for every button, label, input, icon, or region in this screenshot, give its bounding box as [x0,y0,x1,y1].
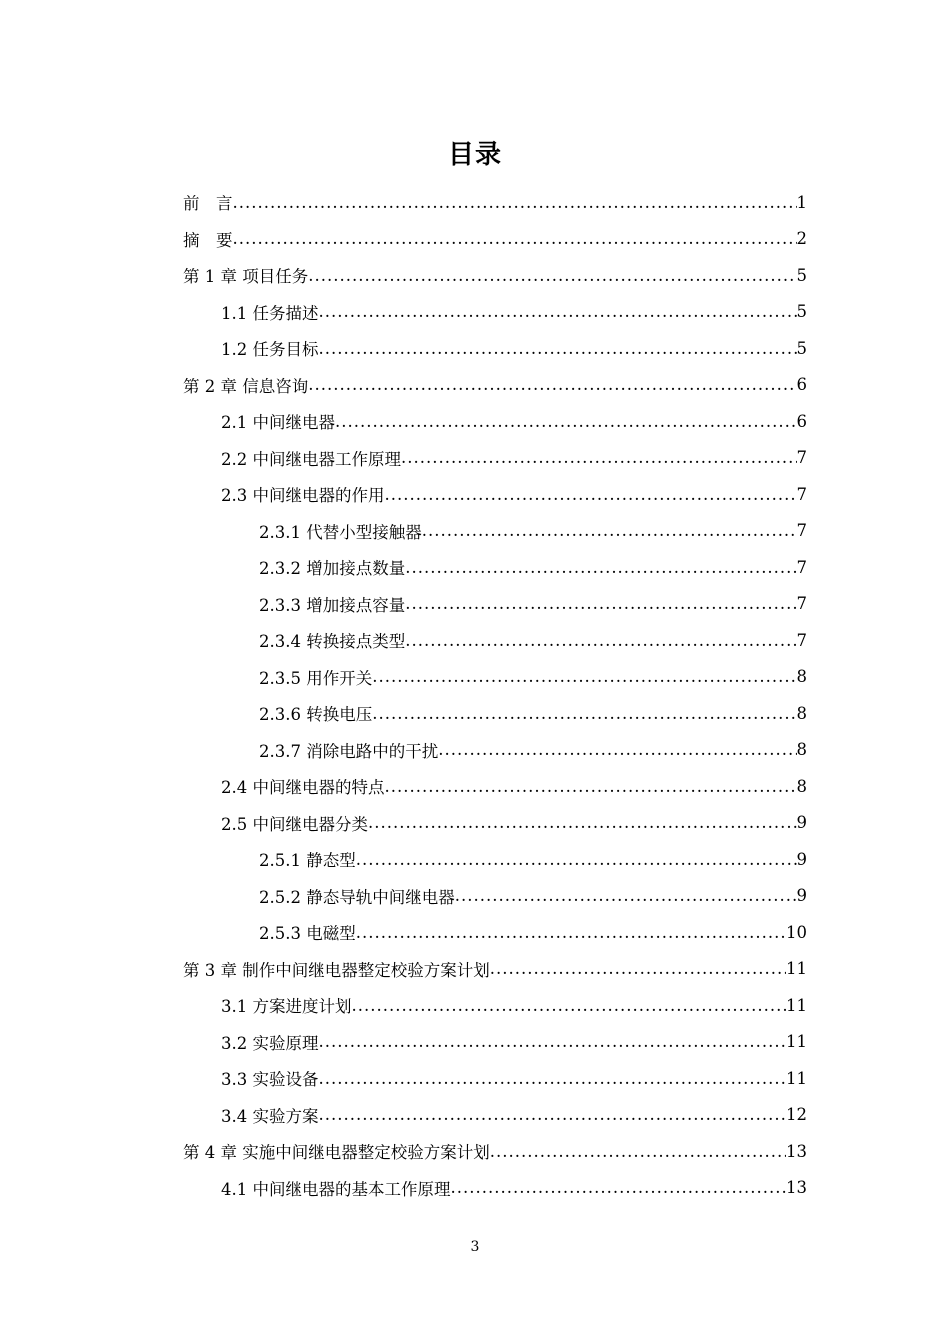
page-number: 3 [470,1239,480,1255]
toc-entry-label: 第 4 章 实施中间继电器整定校验方案计划 [183,1143,490,1163]
toc-entry-page: 5 [796,265,807,285]
toc-entry[interactable] [183,914,807,951]
toc-entry-label: 第 2 章 信息咨询 [183,376,309,396]
toc-entry-page: 7 [796,630,807,650]
toc-entry-label: 4.1 中间继电器的基本工作原理 [221,1179,451,1199]
toc-dot-leader [352,996,787,1015]
toc-dot-leader [356,923,786,942]
toc-entry-page: 1 [796,192,807,212]
toc-dot-leader [455,886,797,905]
toc-entry-label: 1.2 任务目标 [221,340,319,360]
toc-entry[interactable] [183,221,807,258]
toc-entry[interactable] [183,476,807,513]
toc-entry-page: 8 [796,667,807,687]
toc-entry-page: 8 [796,703,807,723]
toc-entry-label: 第 1 章 项目任务 [183,267,309,287]
toc-entry[interactable] [183,659,807,696]
toc-dot-leader [372,704,796,723]
toc-dot-leader [319,1069,787,1088]
toc-entry-label: 摘 要 [183,230,233,250]
toc-dot-leader [319,302,797,321]
toc-entry-page: 7 [796,557,807,577]
toc-dot-leader [401,448,797,467]
toc-entry[interactable] [183,1060,807,1097]
toc-entry[interactable] [183,951,807,988]
toc-entry[interactable] [183,805,807,842]
toc-entry-label: 2.5.1 静态型 [259,851,356,871]
toc-entry-label: 2.3.2 增加接点数量 [259,559,406,579]
toc-entry-page: 13 [786,1141,807,1161]
toc-entry[interactable] [183,294,807,331]
toc-entry[interactable] [183,330,807,367]
toc-entry-label: 2.3 中间继电器的作用 [221,486,385,506]
toc-dot-leader [372,667,796,686]
toc-dot-leader [422,521,797,540]
toc-dot-leader [319,1105,787,1124]
toc-dot-leader [233,229,797,248]
toc-dot-leader [319,339,797,358]
toc-entry[interactable] [183,1097,807,1134]
toc-dot-leader [368,813,797,832]
toc-entry-page: 9 [796,813,807,833]
toc-entry[interactable] [183,622,807,659]
toc-dot-leader [385,485,797,504]
toc-entry[interactable] [183,768,807,805]
toc-entry-page: 10 [786,922,807,942]
toc-entry-page: 11 [786,995,807,1015]
toc-dot-leader [385,777,797,796]
toc-entry-label: 2.5.2 静态导轨中间继电器 [259,887,455,907]
toc-entry[interactable] [183,878,807,915]
toc-dot-leader [451,1178,787,1197]
toc-entry-label: 3.3 实验设备 [221,1070,319,1090]
toc-entry-label: 3.2 实验原理 [221,1033,319,1053]
toc-entry-label: 2.3.1 代替小型接触器 [259,522,422,542]
table-of-contents [183,184,807,1206]
toc-entry-label: 2.3.3 增加接点容量 [259,595,406,615]
toc-entry[interactable] [183,549,807,586]
toc-dot-leader [490,1142,786,1161]
toc-entry-page: 7 [796,448,807,468]
toc-entry-label: 1.1 任务描述 [221,303,319,323]
toc-entry[interactable] [183,367,807,404]
toc-entry[interactable] [183,1133,807,1170]
toc-entry-label: 2.2 中间继电器工作原理 [221,449,401,469]
toc-entry[interactable] [183,586,807,623]
toc-entry-page: 8 [796,776,807,796]
toc-entry-page: 6 [796,411,807,431]
toc-entry-label: 2.5 中间继电器分类 [221,814,368,834]
toc-entry-page: 9 [796,849,807,869]
toc-dot-leader [319,1032,787,1051]
toc-dot-leader [356,850,797,869]
toc-entry[interactable] [183,987,807,1024]
toc-entry-label: 2.5.3 电磁型 [259,924,356,944]
toc-entry-page: 11 [786,959,807,979]
toc-entry-label: 3.1 方案进度计划 [221,997,352,1017]
toc-entry-label: 2.4 中间继电器的特点 [221,778,385,798]
toc-entry-page: 13 [786,1178,807,1198]
toc-entry[interactable] [183,184,807,221]
toc-entry-label: 2.3.5 用作开关 [259,668,373,688]
toc-entry[interactable] [183,257,807,294]
toc-dot-leader [438,740,796,759]
toc-dot-leader [405,558,796,577]
toc-dot-leader [405,631,796,650]
toc-entry-page: 7 [796,521,807,541]
toc-entry[interactable] [183,841,807,878]
toc-entry-page: 12 [786,1105,807,1125]
toc-entry-page: 7 [796,484,807,504]
toc-entry-page: 5 [796,302,807,322]
toc-entry-label: 2.3.7 消除电路中的干扰 [259,741,439,761]
toc-entry-page: 2 [796,229,807,249]
toc-entry-page: 7 [796,594,807,614]
toc-entry-label: 第 3 章 制作中间继电器整定校验方案计划 [183,960,490,980]
toc-entry-label: 前 言 [183,194,233,214]
page-title: 目录 [447,140,502,170]
toc-entry-page: 11 [786,1068,807,1088]
toc-entry-label: 2.3.4 转换接点类型 [259,632,406,652]
toc-dot-leader [335,412,797,431]
toc-entry-page: 11 [786,1032,807,1052]
toc-entry[interactable] [183,732,807,769]
toc-entry-page: 9 [796,886,807,906]
toc-dot-leader [308,266,796,285]
toc-entry[interactable] [183,1024,807,1061]
toc-entry[interactable] [183,513,807,550]
toc-entry[interactable] [183,440,807,477]
toc-dot-leader [233,193,797,212]
toc-entry-label: 3.4 实验方案 [221,1106,319,1126]
toc-dot-leader [405,594,796,613]
toc-entry-page: 6 [796,375,807,395]
toc-entry-page: 5 [796,338,807,358]
toc-entry[interactable] [183,695,807,732]
toc-dot-leader [308,375,796,394]
toc-entry-page: 8 [796,740,807,760]
toc-entry-label: 2.1 中间继电器 [221,413,335,433]
toc-entry[interactable] [183,403,807,440]
toc-entry[interactable] [183,1170,807,1207]
toc-dot-leader [490,959,786,978]
toc-entry-label: 2.3.6 转换电压 [259,705,373,725]
